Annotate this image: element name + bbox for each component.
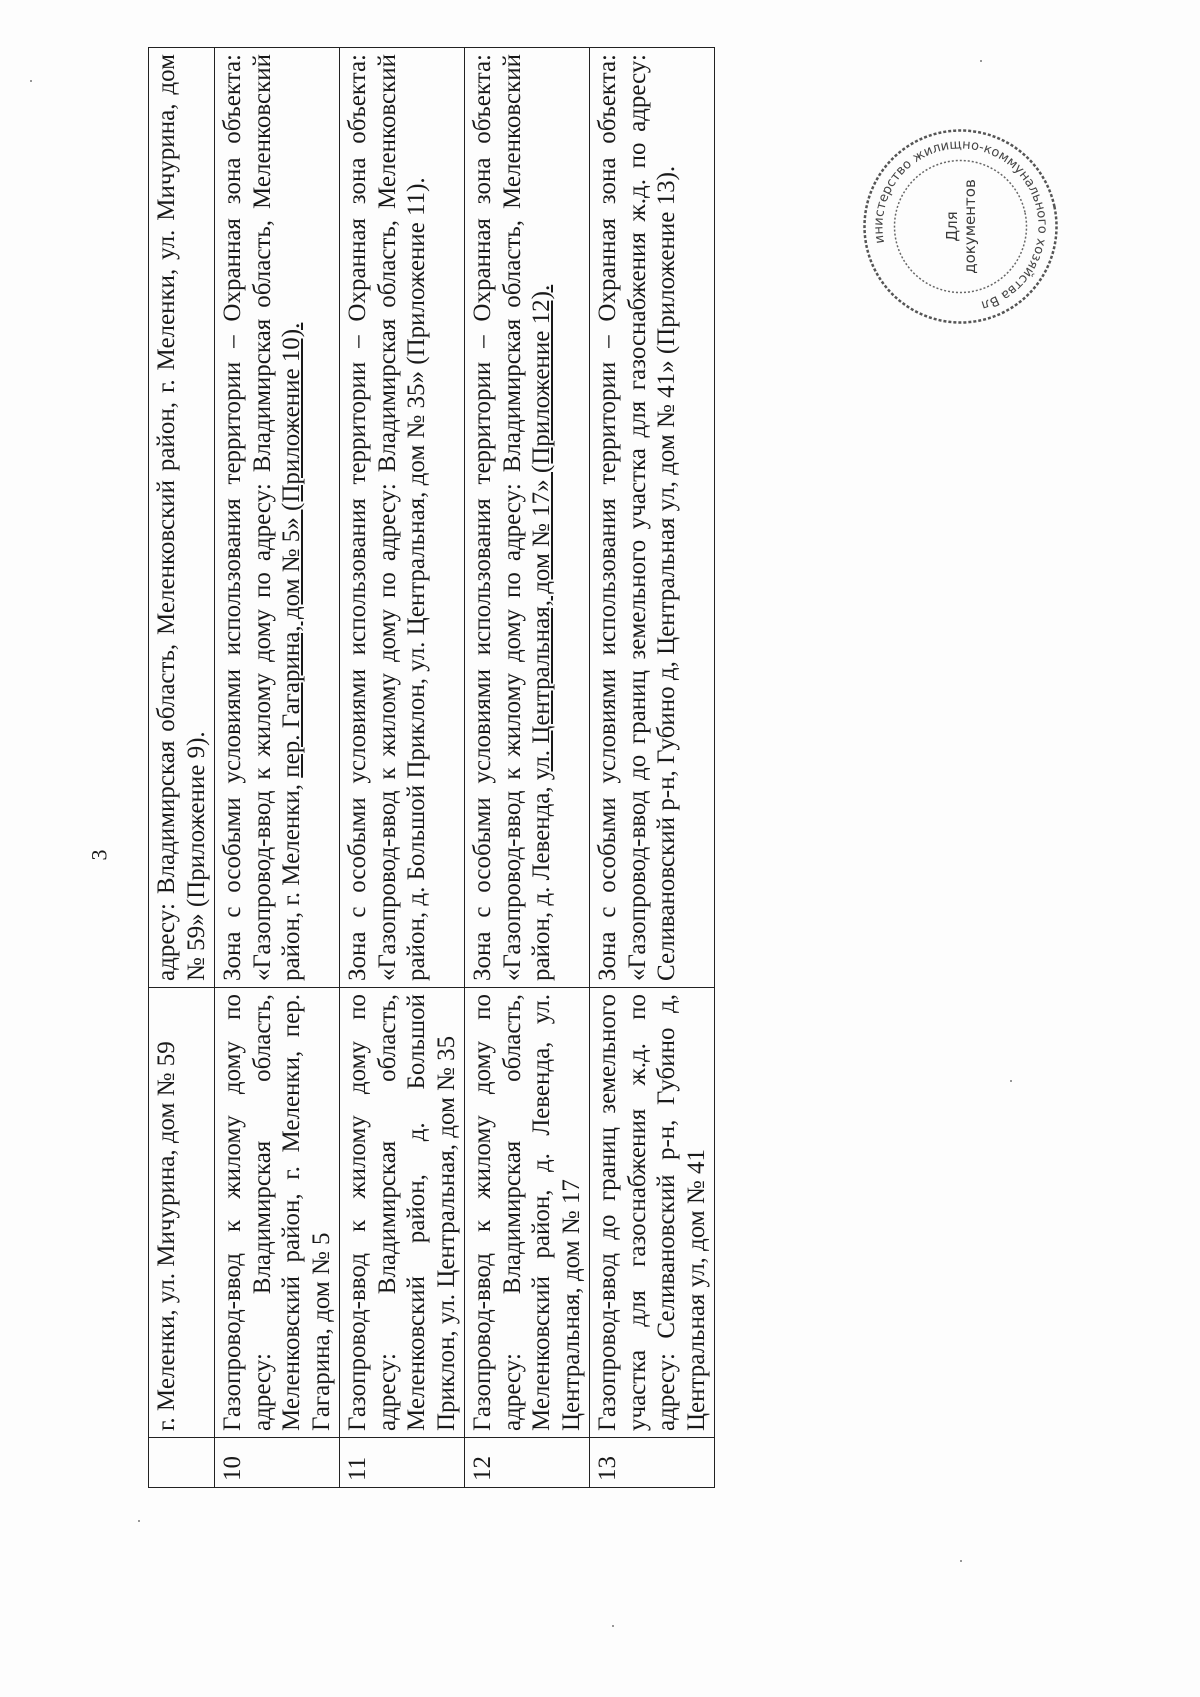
scan-speck bbox=[138, 1520, 140, 1522]
zone-text-part: адресу: Владимирская область, Меленковский район, г. Меленки, ул. Мичурина, дом № 59» (Приложение 9). bbox=[153, 54, 210, 981]
zone-text-part: ул. Центральная, дом № 17» (Приложение 12). bbox=[528, 284, 555, 781]
table-row bbox=[340, 48, 465, 1488]
stamp-center-line1: Для bbox=[942, 211, 961, 242]
row-number: 11 bbox=[340, 1438, 465, 1488]
table-row bbox=[149, 48, 215, 1488]
zone-description bbox=[465, 48, 590, 988]
zone-description bbox=[590, 48, 715, 988]
scan-speck bbox=[960, 1560, 962, 1562]
scan-speck bbox=[980, 60, 982, 62]
stamp-center bbox=[858, 124, 1063, 329]
zones-table bbox=[148, 47, 715, 1488]
zone-text-part: Зона с особыми условиями использования территории – Охранная зона объекта: «Газопровод-ввод до границ земельного участка для газоснабжения ж.д. по адресу: Селивановский р-н, Губино д, Центральная ул, дом № 41» (Приложение 13). bbox=[594, 54, 680, 981]
table-row bbox=[215, 48, 340, 1488]
object-description: Газопровод-ввод до границ земельного участка для газоснабжения ж.д. по адресу: Селивановский р-н, Губино д, Центральная ул, дом № 41 bbox=[590, 988, 715, 1438]
table-row bbox=[590, 48, 715, 1488]
object-description: г. Меленки, ул. Мичурина, дом № 59 bbox=[149, 988, 215, 1438]
zones-table-body bbox=[149, 48, 715, 1488]
row-number: 10 bbox=[215, 1438, 340, 1488]
scan-speck bbox=[612, 1625, 614, 1627]
row-number: 12 bbox=[465, 1438, 590, 1488]
zone-text-part: пер. Гагарина, дом № 5» (Приложение 10). bbox=[278, 322, 305, 778]
stamp-center-line2: документов bbox=[960, 179, 979, 274]
stamp-ring-text: инистерство жилищно-коммунального хозяйства Вл bbox=[871, 137, 1050, 313]
object-description: Газопровод-ввод к жилому дому по адресу: Владимирская область, Меленковский район, г. Меленки, пер. Гагарина, дом № 5 bbox=[215, 988, 340, 1438]
scan-speck bbox=[1010, 1080, 1012, 1082]
zone-text-part: Зона с особыми условиями использования территории – Охранная зона объекта: «Газопровод-ввод к жилому дому по адресу: Владимирская область, Меленковский район, г. Меленки, bbox=[219, 54, 305, 981]
zone-description bbox=[149, 48, 215, 988]
official-stamp bbox=[839, 105, 1082, 348]
zone-text-part: Зона с особыми условиями использования территории – Охранная зона объекта: «Газопровод-ввод к жилому дому по адресу: Владимирская область, Меленковский район, д. Большой Приклон, ул. Центральная, дом № 35» (Приложение 11). bbox=[344, 54, 430, 981]
rotated-table-container bbox=[148, 48, 838, 1488]
scan-speck bbox=[30, 80, 32, 82]
zone-description bbox=[340, 48, 465, 988]
page-number: 3 bbox=[86, 849, 112, 861]
object-description: Газопровод-ввод к жилому дому по адресу: Владимирская область, Меленковский район, д. Левенда, ул. Центральная, дом № 17 bbox=[465, 988, 590, 1438]
row-number: 13 bbox=[590, 1438, 715, 1488]
table-row bbox=[465, 48, 590, 1488]
zone-text-part: Зона с особыми условиями использования территории – Охранная зона объекта: «Газопровод-ввод к жилому дому по адресу: Владимирская область, Меленковский район, д. Левенда, bbox=[469, 54, 555, 981]
object-description: Газопровод-ввод к жилому дому по адресу: Владимирская область, Меленковский район, д. Большой Приклон, ул. Центральная, дом № 35 bbox=[340, 988, 465, 1438]
row-number bbox=[149, 1438, 215, 1488]
zone-description bbox=[215, 48, 340, 988]
